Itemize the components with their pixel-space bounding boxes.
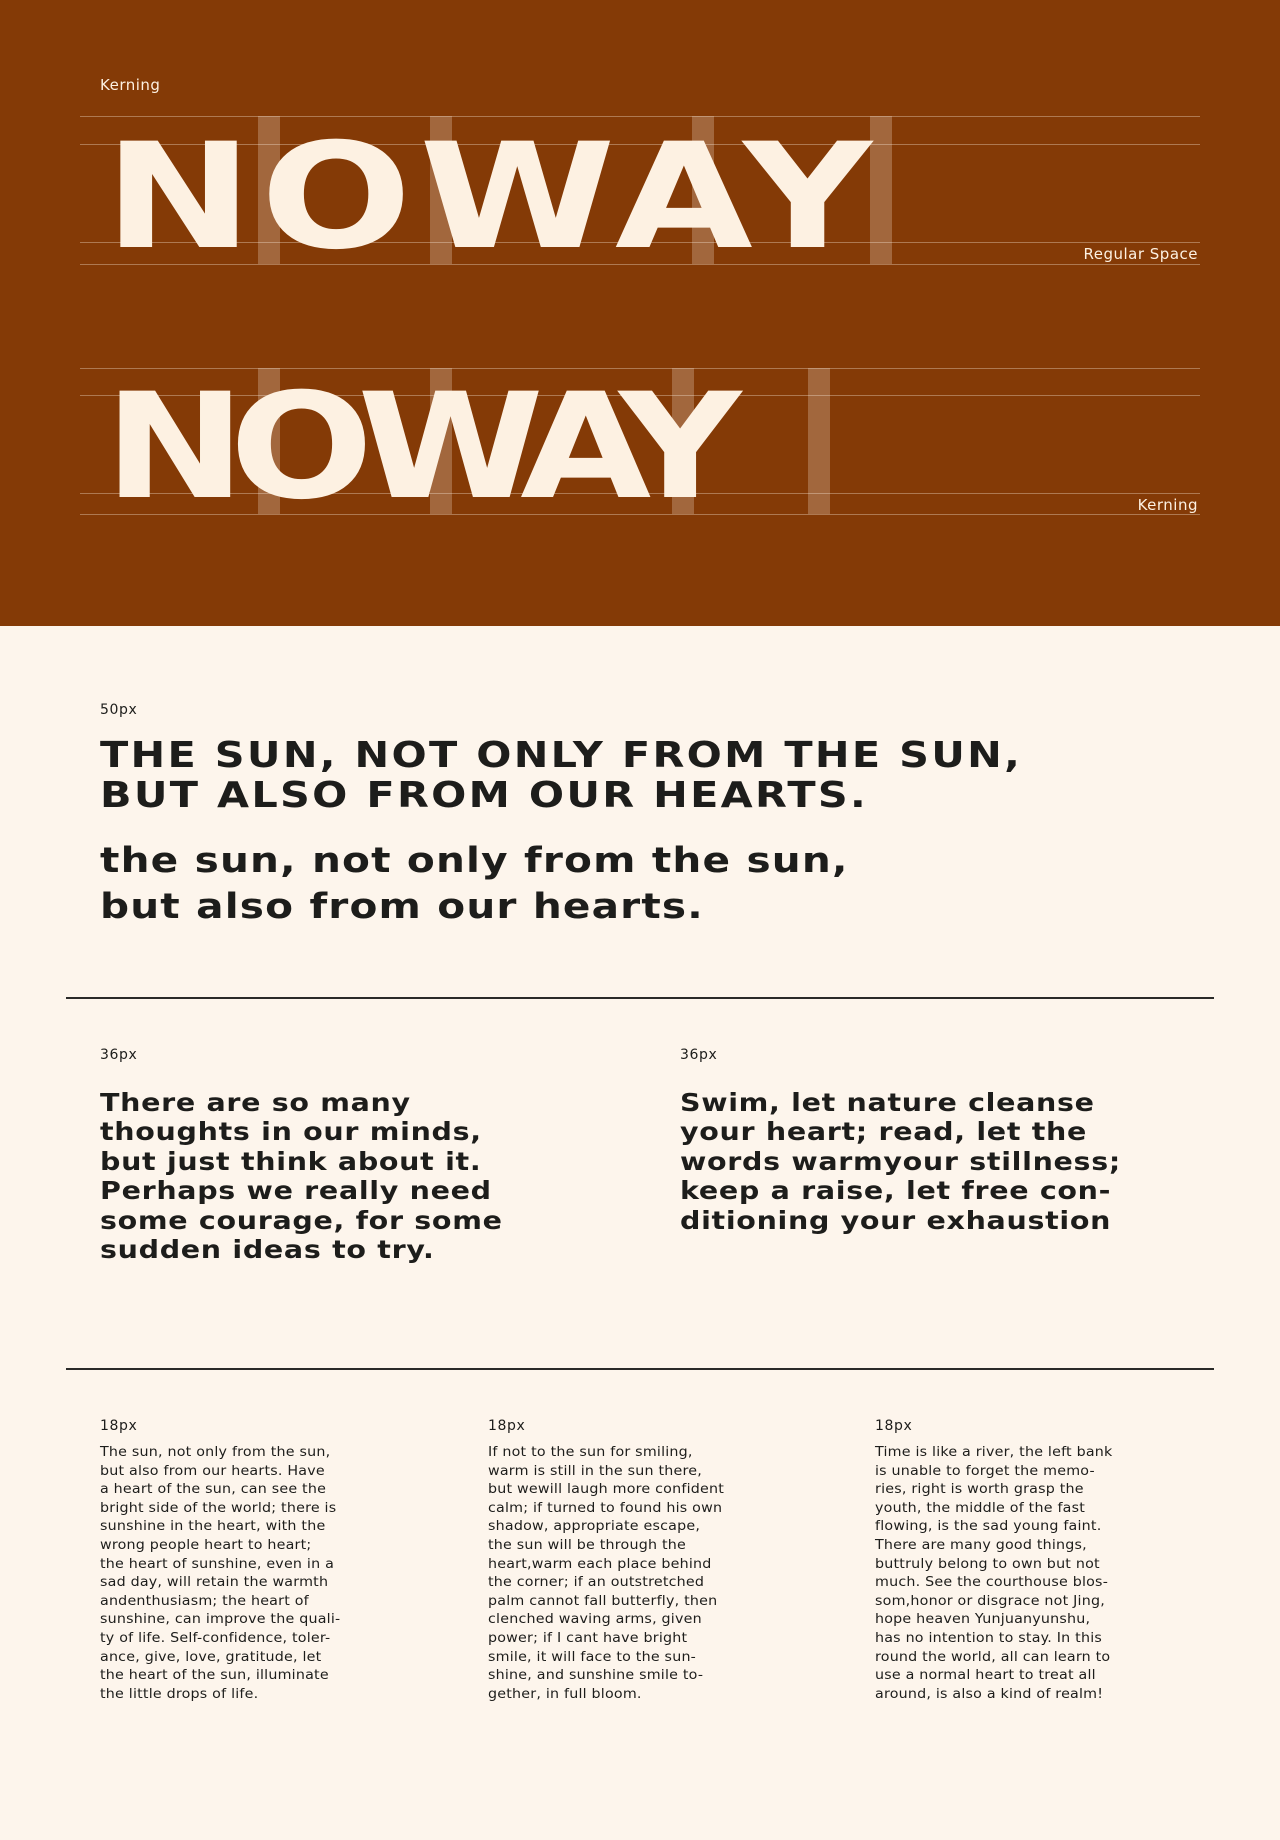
- kerning-label: Kerning: [1137, 496, 1198, 514]
- medium-text-right: Swim, let nature cleanse your heart; read, let the words warmyour stillness; keep a raise, let free con- ditioning your exhaustion: [680, 1088, 1121, 1235]
- size-label-18px-col1: 18px: [100, 1418, 138, 1434]
- size-label-18px-col3: 18px: [875, 1418, 913, 1434]
- spacing-band: [808, 368, 830, 514]
- size-label-36px-left: 36px: [100, 1047, 138, 1063]
- display-uppercase-text: THE SUN, NOT ONLY FROM THE SUN, BUT ALSO FROM OUR HEARTS.: [100, 735, 1023, 816]
- kerning-section-label: Kerning: [100, 76, 161, 94]
- section-divider: [66, 997, 1214, 999]
- body-text-col1: The sun, not only from the sun, but also from our hearts. Have a heart of the sun, can see the bright side of the world; there is sunshine in the heart, with the wrong people heart to heart; the heart of sunshine, even in a sad day, will retain the warmth andenthusiasm; the heart of sunshine, can improve the quali- ty of life. Self-confidence, toler- ance, give, love, gratitude, let the heart of the sun, illuminate the little drops of life.: [100, 1445, 341, 1702]
- body-text-col2: If not to the sun for smiling, warm is still in the sun there, but wewill laugh more confident calm; if turned to found his own shadow, appropriate escape, the sun will be through the heart,warm each place behind the corner; if an outstretched palm cannot fall butterfly, then clenched waving arms, given power; if I cant have bright smile, it will face to the sun- shine, and sunshine smile to- gether, in full bloom.: [488, 1445, 725, 1702]
- size-label-18px-col2: 18px: [488, 1418, 526, 1434]
- regular-space-label: Regular Space: [1083, 245, 1198, 263]
- noway-regular-specimen: NOWAY: [104, 112, 880, 282]
- display-lowercase-text: the sun, not only from the sun, but also from our hearts.: [100, 841, 849, 927]
- size-label-50px: 50px: [100, 702, 138, 718]
- medium-text-left: There are so many thoughts in our minds, but just think about it. Perhaps we really need some courage, for some sudden ideas to try.: [100, 1088, 503, 1265]
- section-divider: [66, 1368, 1214, 1370]
- body-text-col3: Time is like a river, the left bank is unable to forget the memo- ries, right is worth grasp the youth, the middle of the fast flowing, is the sad young faint. There are many good things, buttruly belong to own but not much. See the courthouse blos- som,honor or disgrace not Jing, hope heaven Yunjuanyunshu, has no intention to stay. In this round the world, all can learn to use a normal heart to treat all around, is also a kind of realm!: [875, 1445, 1113, 1702]
- noway-kerned-specimen: NOWAY: [104, 362, 726, 532]
- kerning-hero: [0, 0, 1280, 626]
- size-label-36px-right: 36px: [680, 1047, 718, 1063]
